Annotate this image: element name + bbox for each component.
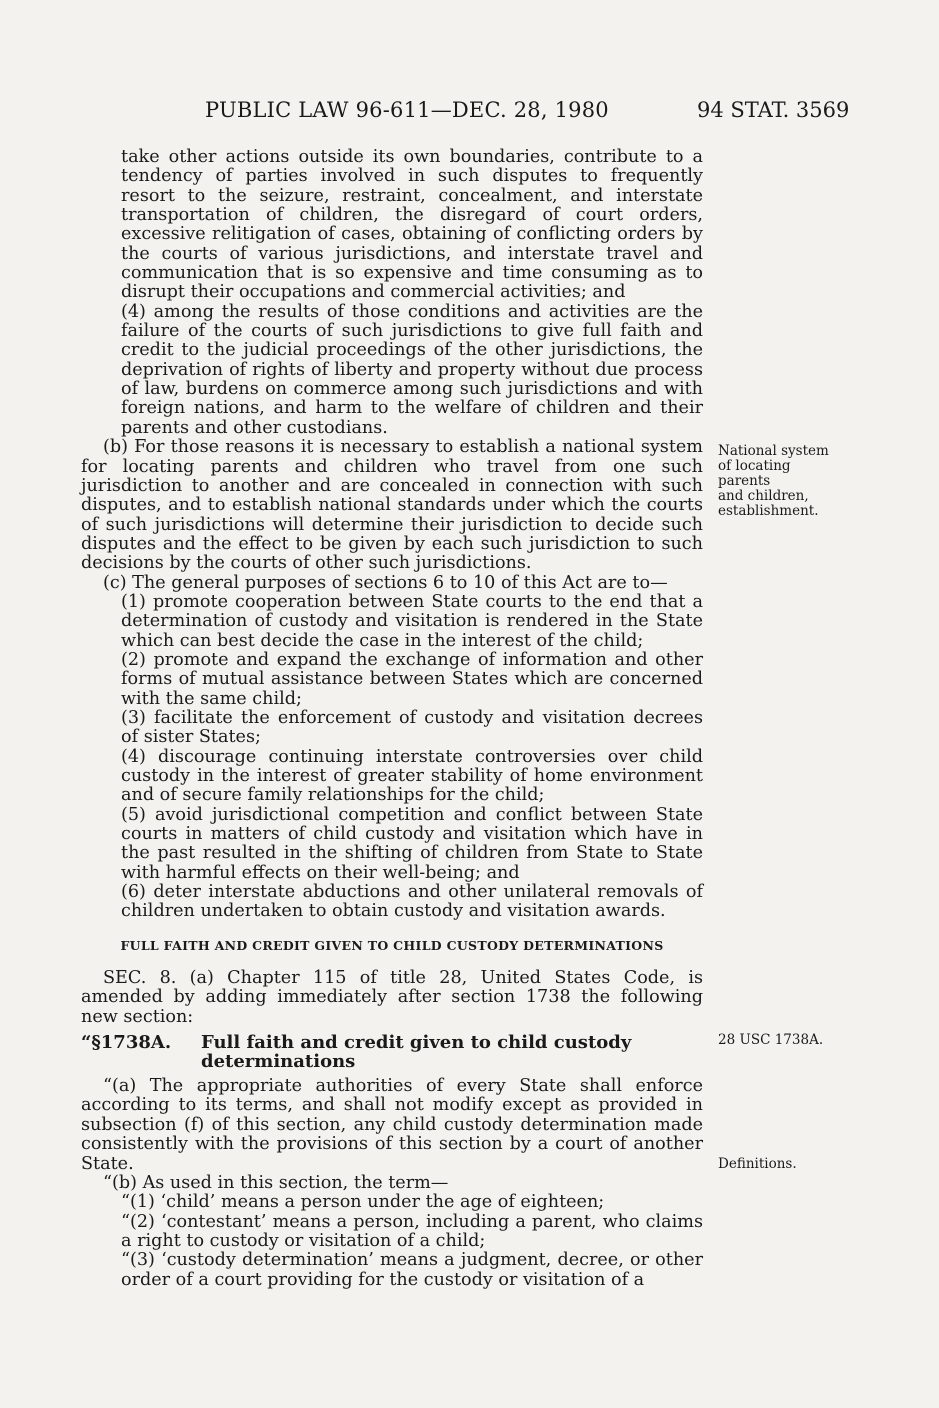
margin-note-line: of locating <box>718 458 791 474</box>
section-8-text: SEC. 8. (a) Chapter 115 of title 28, United States Code, is amended by adding immediately after section 1738 the following new section: <box>81 968 703 1027</box>
new-section-title <box>81 1033 703 1071</box>
margin-note-line: National system <box>718 443 829 459</box>
margin-note-usc: 28 USC 1738A. <box>718 1032 824 1048</box>
margin-note-line: establishment. <box>718 503 819 519</box>
paragraph-4: (4) among the results of those conditions and activities are the failure of the courts of such jurisdictions to give full faith and credit to the judicial proceedings of the other jurisdictions, the deprivation of rights of liberty and property without due process of law, burdens on commerce among such jurisdictions and with foreign nations, and harm to the welfare of children and their parents and other custodians. <box>121 301 703 438</box>
definition-3: “(3) ‘custody determination’ means a judgment, decree, or other order of a court providing for the custody or visitation of a <box>121 1250 703 1290</box>
margin-note-definitions: Definitions. <box>718 1156 797 1172</box>
purpose-6: (6) deter interstate abductions and other unilateral removals of children undertaken to obtain custody and visitation awards. <box>121 882 703 922</box>
margin-note-line: parents <box>718 473 771 489</box>
page-header <box>0 98 939 130</box>
header-title: PUBLIC LAW 96-611—DEC. 28, 1980 <box>205 98 609 122</box>
section-heading: FULL FAITH AND CREDIT GIVEN TO CHILD CUSTODY DETERMINATIONS <box>120 937 664 953</box>
purpose-3: (3) facilitate the enforcement of custody and visitation decrees of sister States; <box>121 707 703 748</box>
new-section-caption: Full faith and credit given to child custody determinations <box>201 1032 632 1073</box>
subsection-a: “(a) The appropriate authorities of every State shall enforce according to its terms, and shall not modify except as provided in subsection (f) of this section, any child custody determination made consistently with the provisions of this section by a court of another State. <box>81 1076 703 1174</box>
purpose-1: (1) promote cooperation between State courts to the end that a determination of custody and visitation is rendered in the State which can best decide the case in the interest of the child; <box>121 591 703 651</box>
purpose-4: (4) discourage continuing interstate controversies over child custody in the interest of greater stability of home environment and of secure family relationships for the child; <box>121 746 703 806</box>
purpose-2: (2) promote and expand the exchange of information and other forms of mutual assistance between States which are concerned with the same child; <box>121 649 703 709</box>
margin-note-line: and children, <box>718 488 809 504</box>
paragraph-c: (c) The general purposes of sections 6 to 10 of this Act are to— <box>103 572 668 593</box>
definition-1: “(1) ‘child’ means a person under the age of eighteen; <box>121 1192 605 1213</box>
paragraph-3-continuation: take other actions outside its own boundaries, contribute to a tendency of parties involved in such disputes to frequently resort to the seizure, restraint, concealment, and interstate transportation of children, the disregard of court orders, excessive relitigation of cases, obtaining of conflicting orders by the courts of various jurisdictions, and interstate travel and communication that is so expensive and time consuming as to disrupt their occupations and commercial activities; and <box>121 147 703 303</box>
header-stat-page: 94 STAT. 3569 <box>697 98 850 122</box>
purpose-5: (5) avoid jurisdictional competition and conflict between State courts in matters of child custody and visitation which have in the past resulted in the shifting of children from State to State with harmful effects on their well-being; and <box>121 804 703 883</box>
margin-note-national-system <box>718 444 829 519</box>
new-section-number: “§1738A. <box>81 1032 172 1054</box>
body-text <box>81 148 703 1290</box>
paragraph-b: (b) For those reasons it is necessary to establish a national system for locating parents and children who travel from one such jurisdiction to another and are concealed in connection with such disputes, and to establish national standards under which the courts of such jurisdictions will determine their jurisdiction to decide such disputes and the effect to be given by each such jurisdiction to such decisions by the courts of other such jurisdictions. <box>81 437 703 574</box>
subsection-b: “(b) As used in this section, the term— <box>103 1172 449 1193</box>
definition-2: “(2) ‘contestant’ means a person, including a parent, who claims a right to custody or visitation of a child; <box>121 1211 703 1251</box>
